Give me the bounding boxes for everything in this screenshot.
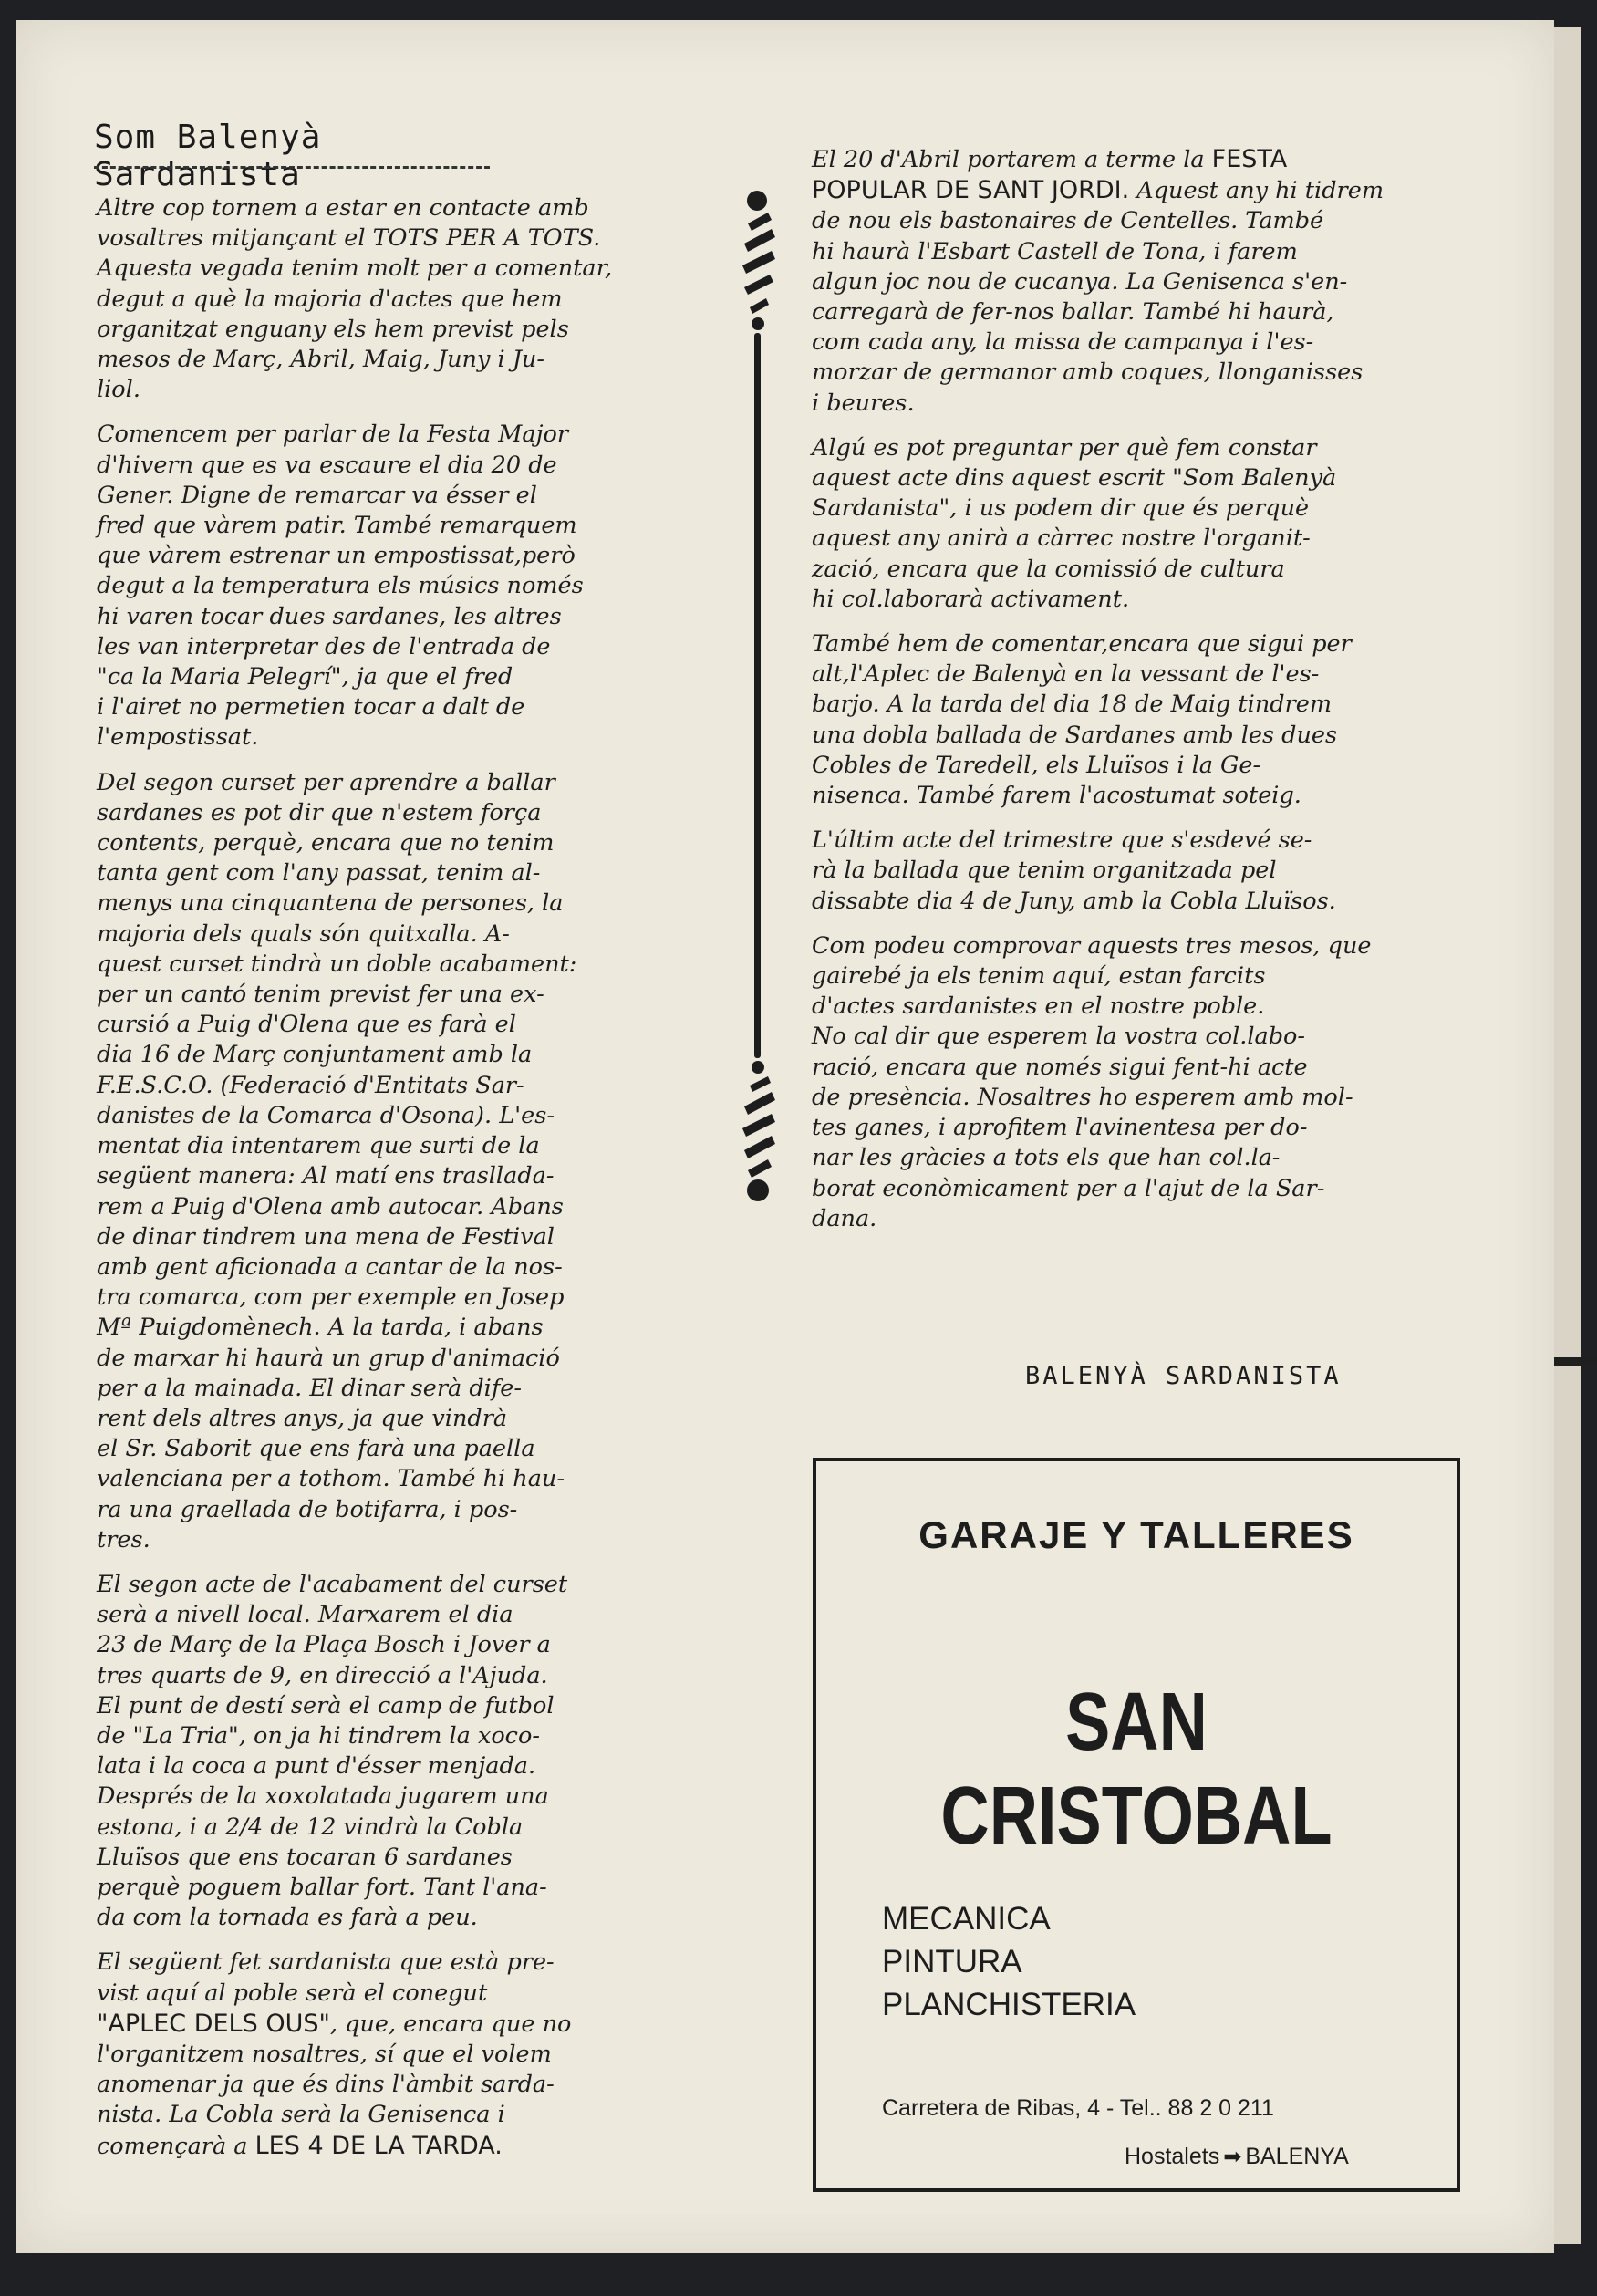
text-run: Aquest any hi tidrem de nou els bastonaires de Centelles. També hi haurà l'Esbart Castell de Tona, i farem algun joc nou de cucanya. La Genisenca s'en- carregarà de fer-nos ballar. També hi haurà, com cada any, la missa de campanya i l'es- morzar de germanor amb coques, llonganisses i beures. [812, 177, 1384, 417]
left-column [97, 193, 726, 2177]
page-edge-mark [1554, 1357, 1597, 1366]
text-run: El 20 d'Abril portarem a terme la [812, 146, 1212, 173]
ad-service-item: MECANICA [882, 1901, 1051, 1937]
ad-service-item: PINTURA [882, 1944, 1022, 1979]
advertisement-box [813, 1458, 1460, 2192]
paragraph-aplec-dels-ous [97, 1948, 726, 2161]
ad-services-list [882, 1897, 1136, 2026]
paragraph: Del segon curset per aprendre a ballar sardanes es pot dir que n'estem força contents, perquè, encara que no tenim tanta gent com l'any passat, tenim al- menys una cinquantena de persones, la majoria dels quals són quitxalla. A- quest curset tindrà un doble acabament: per un cantó tenim previst fer una ex- cursió a Puig d'Olena que es farà el dia 16 de Març conjuntament amb la F.E.S.C.O. (Federació d'Entitats Sar- danistes de la Comarca d'Osona). L'es- mentat dia intentarem que surti de la següent manera: Al matí ens trasllada- rem a Puig d'Olena amb autocar. Abans de dinar tindrem una mena de Festival amb gent aficionada a cantar de la nos- tra comarca, com per exemple en Josep Mª Puigdomènech. A la tarda, i abans de marxar hi haurà un grup d'animació per a la mainada. El dinar serà dife- rent dels altres anys, ja que vindrà el Sr. Saborit que ens farà una paella valenciana per a tothom. També hi hau- ra una graellada de botifarra, i pos- tres. [97, 768, 577, 1553]
title-dashed-underline [94, 166, 490, 169]
paragraph: L'últim acte del trimestre que s'esdevé se- rà la ballada que tenim organitzada pel dissabte dia 4 de Juny, amb la Cobla Lluïsos. [812, 826, 1336, 915]
column-divider-ornament [730, 187, 793, 1213]
ad-business-name: SAN CRISTOBAL [940, 1677, 1333, 1862]
text-run: El següent fet sardanista que està pre- vist aquí al poble serà el conegut [97, 1948, 555, 2007]
ad-headline: GARAJE Y TALLERES [918, 1513, 1354, 1556]
page-edge [1554, 27, 1581, 2244]
article-title: Som Balenyà Sardanista [94, 119, 322, 193]
caps-text: "APLEC DELS OUS" [97, 2009, 330, 2038]
ad-location [1125, 2144, 1349, 2170]
right-column [812, 144, 1505, 1249]
paragraph: Com podeu comprovar aquests tres mesos, que gairebé ja els tenim aquí, estan farcits d'actes sardanistes en el nostre poble. No cal dir que esperem la vostra col.labo- ració, encara que només sigui fent-hi acte de presència. Nosaltres ho esperem amb mol- tes ganes, i aprofitem l'avinentesa per do- nar les gràcies a tots els que han col.la- borat econòmicament per a l'ajut de la Sar- dana. [812, 931, 1372, 1232]
ad-location-from: Hostalets [1125, 2144, 1220, 2169]
paragraph: Altre cop tornem a estar en contacte amb vosaltres mitjançant el TOTS PER A TOTS. Aquesta vegada tenim molt per a comentar, degut a què la majoria d'actes que hem organitzat enguany els hem previst pels mesos de Març, Abril, Maig, Juny i Ju- liol. [97, 194, 613, 404]
caps-text: FESTA POPULAR DE SANT JORDI. [812, 145, 1288, 205]
ad-service-item: PLANCHISTERIA [882, 1987, 1136, 2022]
paragraph: Comencem per parlar de la Festa Major d'hivern que es va escaure el dia 20 de Gener. Digne de remarcar va ésser el fred que vàrem patir. També remarquem que vàrem estrenar un empostissat,però degut a la temperatura els músics només hi varen tocar dues sardanes, les altres les van interpretar des de l'entrada de "ca la Maria Pelegrí", ja que el fred i l'airet no permetien tocar a dalt de l'empostissat. [97, 421, 584, 752]
arrow-right-icon: ➡ [1223, 2145, 1242, 2169]
text-run: , que, encara que no l'organitzem nosaltres, sí que el volem anomenar ja que és dins l'àmbit sarda- nista. La Cobla serà la Genisenca i començarà a [97, 2010, 572, 2160]
ad-address: Carretera de Ribas, 4 - Tel.. 88 2 0 211 [882, 2095, 1274, 2121]
paragraph: Algú es pot preguntar per què fem constar aquest acte dins aquest escrit "Som Balenyà Sardanista", i us podem dir que és perquè aquest any anirà a càrrec nostre l'organit- zació, encara que la comissió de cultura hi col.laborarà activament. [812, 433, 1337, 613]
paragraph: També hem de comentar,encara que sigui per alt,l'Aplec de Balenyà en la vessant de l'es- barjo. A la tarda del dia 18 de Maig tindrem una dobla ballada de Sardanes amb les dues Cobles de Taredell, els Lluïsos i la Ge- nisenca. També farem l'acostumat soteig. [812, 630, 1352, 810]
caps-text: LES 4 DE LA TARDA. [254, 2131, 503, 2160]
signature: BALENYÀ SARDANISTA [1025, 1362, 1342, 1390]
paragraph-sant-jordi [812, 144, 1505, 419]
paragraph: El segon acte de l'acabament del curset serà a nivell local. Marxarem el dia 23 de Març de la Plaça Bosch i Jover a tres quarts de 9, en direcció a l'Ajuda. El punt de destí serà el camp de futbol de "La Tria", on ja hi tindrem la xoco- lata i la coca a punt d'ésser menjada. Després de la xoxolatada jugarem una estona, i a 2/4 de 12 vindrà la Cobla Lluïsos que ens tocaran 6 sardanes perquè poguem ballar fort. Tant l'ana- da com la tornada es farà a peu. [97, 1570, 568, 1932]
ad-location-to: BALENYA [1245, 2144, 1349, 2169]
